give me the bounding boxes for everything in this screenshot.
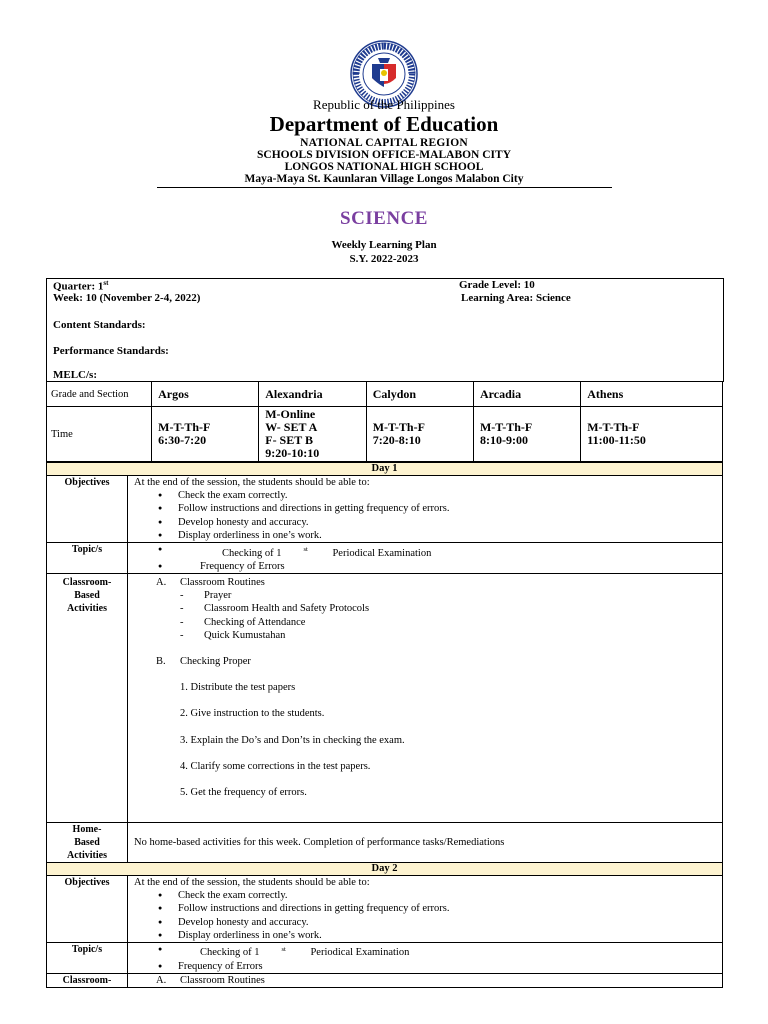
- time-athens: M-T-Th-F 11:00-11:50: [581, 407, 723, 462]
- day2-header: Day 2: [47, 862, 723, 875]
- day1-objectives-row: [47, 476, 723, 543]
- content-standards-label: Content Standards:: [53, 319, 146, 331]
- schedule-table: [46, 381, 723, 462]
- quarter-field: Quarter: 1st: [53, 279, 109, 293]
- time-alexandria: M-Online W- SET A F- SET B 9:20-10:10: [259, 407, 366, 462]
- day1-home-row: [47, 822, 723, 862]
- day1-classroom-activities: A. Classroom Routines - Prayer - Classroom Health and Safety Protocols - Checking of Attendance - Quick Kumustahan B. Checking Proper 1. Distribute the test papers 2. Give instruction to the students. 3. Explain the Do’s and Don’ts in checking the exam. 4. Clarify some corrections in the test papers. 5. Get the frequency of errors.: [128, 573, 723, 822]
- time-argos: M-T-Th-F 6:30-7:20: [152, 407, 259, 462]
- melcs-label: MELC/s:: [53, 369, 97, 381]
- plan-title: Weekly Learning Plan: [331, 239, 437, 251]
- subject-title: SCIENCE: [340, 208, 428, 229]
- day2-topics-label: Topic/s: [47, 942, 128, 973]
- section-arcadia: Arcadia: [473, 382, 580, 407]
- performance-standards-label: Performance Standards:: [53, 345, 169, 357]
- grade-level-field: Grade Level: 10: [459, 279, 535, 291]
- section-alexandria: Alexandria: [259, 382, 366, 407]
- header-divider: [157, 187, 612, 188]
- day2-classroom-activities: A. Classroom Routines: [128, 973, 723, 987]
- day2-objectives-label: Objectives: [47, 875, 128, 942]
- section-athens: Athens: [581, 382, 723, 407]
- division-line: SCHOOLS DIVISION OFFICE-MALABON CITY: [257, 149, 511, 161]
- section-row: [47, 382, 723, 407]
- learning-area-field: Learning Area: Science: [461, 292, 571, 304]
- day1-topics-label: Topic/s: [47, 543, 128, 574]
- section-argos: Argos: [152, 382, 259, 407]
- school-line: LONGOS NATIONAL HIGH SCHOOL: [284, 161, 484, 173]
- day1-topics-row: [47, 543, 723, 574]
- day1-classroom-row: [47, 573, 723, 822]
- time-label: Time: [47, 407, 152, 462]
- department-title: Department of Education: [269, 112, 499, 136]
- day2-objectives-row: [47, 875, 723, 942]
- address-line: Maya-Maya St. Kaunlaran Village Longos Malabon City: [244, 173, 524, 185]
- plan-info-box: [46, 278, 724, 382]
- day1-table: [46, 462, 723, 988]
- day1-objectives-label: Objectives: [47, 476, 128, 543]
- time-arcadia: M-T-Th-F 8:10-9:00: [473, 407, 580, 462]
- day2-topics: ● Checking of 1 $^{st}$ Periodical Examination ● Frequency of Errors: [128, 942, 723, 973]
- day1-home-activities: No home-based activities for this week. Completion of performance tasks/Remediations: [128, 822, 723, 862]
- day1-objectives: At the end of the session, the students should be able to: ● Check the exam correctly. ● Follow instructions and directions in getting frequency of errors. ● Develop honesty and accuracy. ● Display orderliness in one’s work.: [128, 476, 723, 543]
- day1-header: Day 1: [47, 463, 723, 476]
- week-field: Week: 10 (November 2-4, 2022): [53, 292, 201, 304]
- day1-classroom-label: Classroom- Based Activities: [47, 573, 128, 822]
- day2-classroom-label: Classroom-: [47, 973, 128, 987]
- school-year: S.Y. 2022-2023: [349, 253, 419, 265]
- republic-line: Republic of the Philippines: [313, 97, 455, 112]
- day1-home-label: Home- Based Activities: [47, 822, 128, 862]
- region-line: NATIONAL CAPITAL REGION: [300, 137, 468, 149]
- day2-topics-row: [47, 942, 723, 973]
- time-row: [47, 407, 723, 462]
- time-calydon: M-T-Th-F 7:20-8:10: [366, 407, 473, 462]
- section-calydon: Calydon: [366, 382, 473, 407]
- day2-objectives: At the end of the session, the students should be able to: ● Check the exam correctly. ● Follow instructions and directions in getting frequency of errors. ● Develop honesty and accuracy. ● Display orderliness in one’s work.: [128, 875, 723, 942]
- day1-topics: ● Checking of 1 $^{st}$ Periodical Examination ● Frequency of Errors: [128, 543, 723, 574]
- day2-classroom-row: [47, 973, 723, 987]
- grade-section-label: Grade and Section: [47, 382, 152, 407]
